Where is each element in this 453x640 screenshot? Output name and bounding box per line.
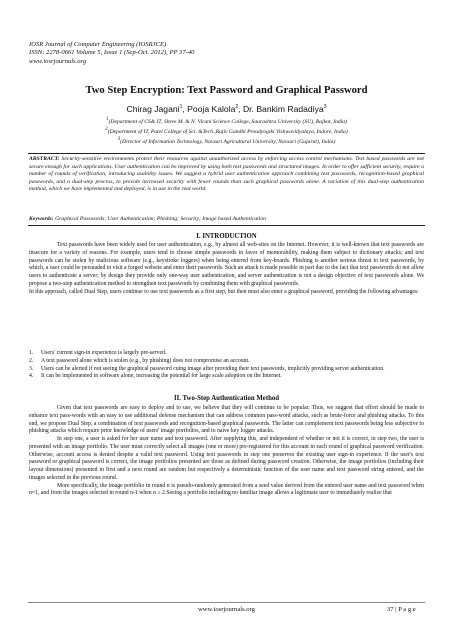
advantages-list	[29, 350, 424, 381]
author-sep: ,	[238, 104, 243, 114]
list-text: Users can be alerted if not seeing the graphical password cuing image after providing their text passwords, implicitly providing server authentication.	[41, 365, 385, 372]
affiliation-text: (Department of CS& IT, Shree M. & N. Virani Science College, Saurashtra University (SU), Rajkot, India)	[108, 118, 347, 125]
footer-rule	[28, 602, 425, 603]
paper-title: Two Step Encryption: Text Password and Graphical Password	[85, 85, 368, 96]
paragraph: More specifically, the image portfolio in round n is pseudo-randomly generated from a seed value derived from the entered user name and text password when n=1, and from the images selected in round n-1 when n ≥ 2.Seeing a portfolio including no familiar image allows a legitimate user to immediately realize that	[29, 482, 424, 497]
author-name: Dr. Bankim Radadiya	[242, 104, 324, 114]
two-step-body	[29, 405, 424, 498]
affiliation	[0, 136, 453, 146]
affiliations	[0, 116, 453, 146]
list-number: 4.	[29, 373, 34, 380]
introduction-body	[29, 242, 424, 296]
list-text: It can be implemented in software alone, increasing the potential for large scale adoption on the Internet.	[41, 373, 282, 380]
keywords-text: Graphical Passwords; User Authentication; Phishing; Security; Image based Authentication	[55, 216, 267, 222]
abstract-text: Security-sensitive environments protect their resources against unauthorized access by enforcing access control mechanisms. Text based passwords are not secure enough for such applications. User authentication can be improved by using both text passwords and structured images. In order to offer sufficient security, require a number of rounds of verification, introducing usability issues. We suggest a hybrid user authentication approach combining text passwords, recognition-based graphical passwords, and a dual-step process, to provide increased security with fewer rounds than such graphical passwords alone. A variation of this dual-step authentication method, which we have implemented and deployed, is in use in the real world.	[29, 156, 424, 193]
author-sup: 3	[323, 104, 327, 111]
section-heading-introduction: I. INTRODUCTION	[196, 233, 257, 240]
abstract-top-rule	[28, 153, 425, 154]
affiliation	[0, 116, 453, 126]
journal-issn: ISSN: 2278-0661 Volume 5, Issue 1 (Sep-Oct. 2012), PP 37-40	[29, 49, 195, 57]
abstract-bottom-rule	[28, 225, 425, 226]
journal-site[interactable]: www.iosrjournals.org	[29, 57, 87, 65]
author-name: Pooja Kalola	[187, 104, 236, 114]
affiliation-sup: 3	[117, 137, 121, 143]
journal-header	[29, 41, 194, 66]
author-list	[0, 104, 453, 114]
list-text: Users' current sign-in experience is largely pre-served.	[41, 350, 167, 356]
paragraph: Text passwords have been widely used for user authentication, e.g., by almost all web-sites on the Internet. However, it is well-known that text passwords are insecure for a variety of reasons. For example, users tend to choose simple passwords in favor of memorability, making them subject to dictionary attacks; and text passwords can be stolen by malicious software (e.g., keystroke loggers) when being entered from key-boards. Phishing is another serious threat to text passwords, by which, a user could be persuaded to visit a forged website and enter their passwords. Such an attack is made possible in part due to the fact that text passwords do not allow users to authenticate a server; by design they provide only one-way user authentication, and server authentication is not a design objective of text passwords alone. We propose a two-step authentication method to strengthen text passwords by combining them with graphical passwords.	[29, 242, 424, 287]
keywords	[29, 216, 424, 222]
list-number: 1.	[29, 350, 34, 356]
journal-name: IOSR Journal of Computer Engineering (IOSRJCE)	[29, 41, 167, 48]
footer-url[interactable]: www.iosrjournals.org	[198, 606, 255, 613]
paragraph: In this approach, called Dual Step, users continue to use text passwords as a first step, but then must also enter a graphical password, providing the following advantages:	[29, 288, 419, 295]
affiliation-text: (Director of Information Technology, Navsari Agricultural University, Navsari (Gujarat), India)	[120, 138, 336, 145]
paragraph: Given that text passwords are easy to deploy and to use, we believe that they will continue to be popular. Thus, we suggest that effort should be made to enhance text pass-words with an easy to use additional defense mechanism that can address common pass-word attacks, such as brute-force and phishing attacks. To this end, we propose Dual Step, a combination of text passwords and recognition-based graphical passwords. The latter can complement text passwords being less subjective to phishing attacks which require prior knowledge of users' image portfolios, and to naive key logger attacks.	[29, 405, 424, 435]
affiliation	[0, 126, 453, 136]
list-text: A text password alone which is stolen (e.g., by phishing) does not compromise an account.	[41, 357, 250, 364]
list-number: 3.	[29, 365, 34, 372]
author-sup: 2	[235, 104, 239, 111]
author-sup: 1	[179, 104, 183, 111]
list-item	[29, 358, 424, 366]
author-name: Chirag Jagani	[126, 104, 180, 114]
list-number: 2.	[29, 357, 34, 364]
paragraph: In step one, a user is asked for her user name and text password. After supplying this, and independent of whether or not it is correct, in step two, the user is presented with an image portfolio. The user must correctly select all images (one or more) pre-registered for this account in each round of graphical password verification. Otherwise, account access is denied despite a valid text password. Using text passwords in step one preserves the existing user sign-in experience. If the user's text password or graphical password is correct, the image portfolios presented are those as defined during password creation. Otherwise, the image portfolios (including their layout dimensions) presented in first and a next round are random but respectively a deterministic function of the user name and text password string entered, and the images selected in the previous round.	[29, 436, 424, 481]
abstract	[29, 156, 424, 194]
author-sep: ,	[182, 104, 188, 114]
page-number: 37 | P a g e	[387, 606, 416, 613]
section-heading-two-step: II. Two-Step Authentication Method	[173, 395, 280, 402]
abstract-label: ABSTRACT:	[29, 156, 60, 162]
list-item	[29, 373, 424, 381]
keywords-label: Keywords:	[29, 216, 54, 222]
affiliation-sup: 1	[106, 117, 109, 122]
affiliation-sup: 2	[105, 127, 108, 133]
affiliation-text: (Department of IT, Patel College of Sci. &Tech.,Rajiv Gandhi Proudyogiki Vishwavidyalaya, Indore, India)	[107, 128, 348, 135]
list-item	[29, 350, 424, 358]
